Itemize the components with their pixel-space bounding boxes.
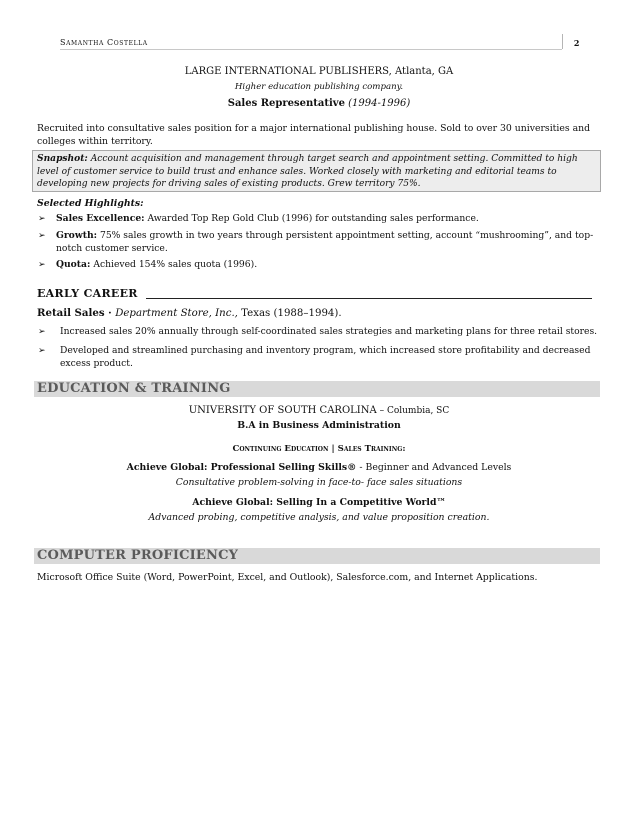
highlight-text: Awarded Top Rep Gold Club (1996) for outstanding sales performance. — [144, 213, 479, 224]
highlight-text: Achieved 154% sales quota (1996). — [90, 259, 258, 270]
role-company: Department Store, Inc., — [115, 308, 238, 319]
highlight-text: 75% sales growth in two years through persistent appointment setting, account “mushrooming”, and top- — [97, 230, 594, 241]
continuing-education-heading: Continuing Education | Sales Training: — [232, 444, 406, 454]
arrow-bullet-icon: ➢ — [38, 260, 46, 270]
snapshot-line: developing new projects for driving sales of existing products. Grew territory 75%. — [37, 179, 421, 189]
arrow-bullet-icon: ➢ — [38, 214, 46, 224]
bullet-text: excess product. — [60, 357, 133, 369]
computer-skills: Microsoft Office Suite (Word, PowerPoint, Excel, and Outlook), Salesforce.com, and Internet Applications. — [37, 572, 538, 583]
employer-tagline: Higher education publishing company. — [234, 82, 404, 92]
degree: B.A in Business Administration — [237, 420, 401, 431]
role-title: Retail Sales — [37, 307, 105, 319]
course-description: Consultative problem-solving in face-to- face sales situations — [175, 477, 463, 488]
highlight-text: notch customer service. — [56, 242, 168, 254]
snapshot-line: Account acquisition and management through target search and appointment setting. Committed to high — [87, 154, 578, 164]
retail-role-line — [37, 307, 342, 319]
bullet-text: Developed and streamlined purchasing and inventory program, which increased store profitability and decreased — [60, 345, 591, 356]
job-dates: (1994-1996) — [348, 98, 411, 109]
header-name: Samantha Costella — [60, 38, 148, 47]
job-summary — [37, 122, 603, 148]
job-title-line — [0, 98, 638, 109]
snapshot-box — [32, 150, 601, 192]
early-career-bullet — [60, 326, 605, 339]
course-detail: - Beginner and Advanced Levels — [356, 462, 512, 473]
bullet-text: Increased sales 20% annually through self-coordinated sales strategies and marketing plans for three retail stores. — [60, 326, 598, 337]
highlight-label: Quota: — [56, 259, 91, 270]
highlights-heading: Selected Highlights: — [37, 198, 144, 209]
highlight-item — [56, 259, 606, 272]
early-career-heading: EARLY CAREER — [37, 287, 138, 300]
computer-heading: COMPUTER PROFICIENCY — [37, 548, 239, 563]
arrow-bullet-icon: ➢ — [38, 346, 46, 356]
highlight-label: Sales Excellence: — [56, 213, 145, 224]
school-location: – Columbia, SC — [376, 406, 450, 416]
early-career-bullet — [60, 345, 605, 370]
role-separator: · — [104, 307, 116, 319]
course-line — [0, 462, 638, 473]
computer-section-header — [34, 548, 600, 564]
snapshot-text — [37, 153, 597, 191]
arrow-bullet-icon: ➢ — [38, 231, 46, 241]
course-name: Achieve Global: Selling In a Competitive World™ — [192, 497, 446, 508]
role-location: Texas (1988–1994). — [237, 308, 342, 319]
job-title: Sales Representative — [227, 98, 345, 109]
job-summary-line: Recruited into consultative sales position for a major international publishing house. Sold to over 30 universities and — [37, 123, 591, 134]
employer-line: LARGE INTERNATIONAL PUBLISHERS, Atlanta, GA — [184, 66, 454, 77]
highlight-item — [56, 213, 606, 226]
school-name: UNIVERSITY OF SOUTH CAROLINA — [188, 405, 377, 416]
early-career-rule — [146, 298, 592, 299]
page-number: 2 — [573, 38, 580, 48]
education-section-header — [34, 381, 600, 397]
header-rule — [60, 49, 562, 50]
course-description: Advanced probing, competitive analysis, and value proposition creation. — [148, 512, 490, 523]
highlight-item — [56, 230, 606, 255]
school-line — [0, 405, 638, 416]
header-divider — [562, 34, 563, 49]
education-heading: EDUCATION & TRAINING — [37, 381, 231, 396]
highlight-label: Growth: — [56, 230, 98, 241]
arrow-bullet-icon: ➢ — [38, 327, 46, 337]
snapshot-line: level of customer service to build trust and enhance sales. Worked closely with marketing and editorial teams to — [37, 166, 557, 177]
course-name: Achieve Global: Professional Selling Skills® — [126, 462, 357, 473]
job-summary-line: colleges within territory. — [37, 136, 153, 147]
snapshot-label: Snapshot: — [37, 153, 88, 164]
